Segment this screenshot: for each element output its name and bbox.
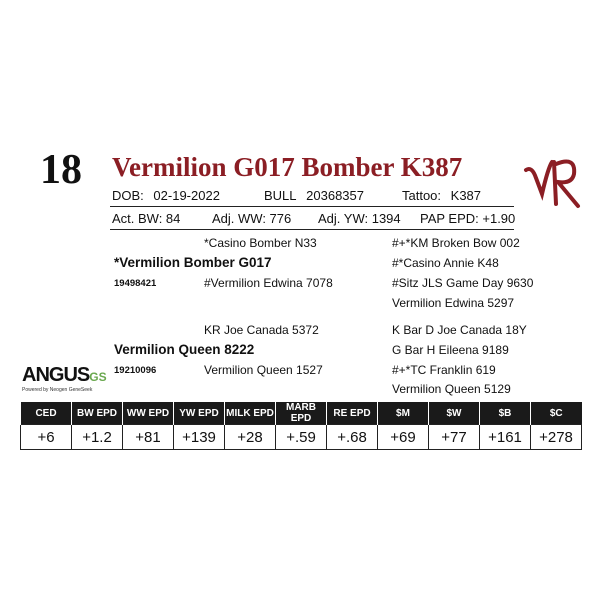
tattoo-value: K387 <box>450 188 482 203</box>
brand-mark <box>522 148 584 215</box>
sire-sire-sire: #+*KM Broken Bow 002 <box>392 236 520 250</box>
sire-sire-dam: #*Casino Annie K48 <box>392 256 499 270</box>
reg-row <box>264 188 364 203</box>
dam-sire: KR Joe Canada 5372 <box>204 323 319 337</box>
angus-gs-logo <box>22 364 107 393</box>
dam-dam-sire: #+*TC Franklin 619 <box>392 363 496 377</box>
registration-number: 20368357 <box>306 188 364 203</box>
epd-header-cell: $C <box>531 402 582 425</box>
epd-value-cell: +.68 <box>327 425 378 450</box>
dam: Vermilion Queen 8222 <box>114 342 255 357</box>
epd-value-row <box>21 425 582 450</box>
epd-header-cell: YW EPD <box>174 402 225 425</box>
sire-registration: 19498421 <box>114 278 157 289</box>
epd-header-cell: RE EPD <box>327 402 378 425</box>
dam-dam-dam: Vermilion Queen 5129 <box>392 382 511 396</box>
epd-value-cell: +1.2 <box>72 425 123 450</box>
epd-header-cell: $W <box>429 402 480 425</box>
sire-dam-dam: Vermilion Edwina 5297 <box>392 296 515 310</box>
sire-dam-sire: #Sitz JLS Game Day 9630 <box>392 276 534 290</box>
logo-main-text: ANGUS <box>22 364 90 386</box>
epd-header-row <box>21 402 582 425</box>
brand-mark-icon <box>522 148 584 210</box>
epd-value-cell: +77 <box>429 425 480 450</box>
sire: *Vermilion Bomber G017 <box>114 255 272 270</box>
epd-header-cell: $B <box>480 402 531 425</box>
epd-value-cell: +69 <box>378 425 429 450</box>
epd-header-cell: $M <box>378 402 429 425</box>
logo-tagline: Powered by Neogen GeneSeek <box>22 387 93 393</box>
tattoo-row <box>402 188 481 203</box>
epd-value-cell: +161 <box>480 425 531 450</box>
epd-table <box>20 402 582 450</box>
epd-header-cell: MILK EPD <box>225 402 276 425</box>
dob-value: 02-19-2022 <box>153 188 220 203</box>
dam-sire-dam: G Bar H Eileena 9189 <box>392 343 509 357</box>
sex-label: BULL <box>264 188 297 203</box>
divider-1 <box>110 206 514 207</box>
sire-dam: #Vermilion Edwina 7078 <box>204 276 333 290</box>
tattoo-label: Tattoo: <box>402 188 442 203</box>
dam-sire-sire: K Bar D Joe Canada 18Y <box>392 323 527 337</box>
epd-value-cell: +278 <box>531 425 582 450</box>
logo-suffix: GS <box>89 370 107 384</box>
epd-value-cell: +139 <box>174 425 225 450</box>
dam-dam: Vermilion Queen 1527 <box>204 363 323 377</box>
epd-header-cell: CED <box>21 402 72 425</box>
dam-registration: 19210096 <box>114 365 157 376</box>
yearling-weight: Adj. YW: 1394 <box>318 211 401 226</box>
pap-epd: PAP EPD: +1.90 <box>420 211 516 226</box>
epd-header-cell: MARB EPD <box>276 402 327 425</box>
dob-row <box>112 188 220 203</box>
sire-sire: *Casino Bomber N33 <box>204 236 317 250</box>
epd-value-cell: +6 <box>21 425 72 450</box>
lot-number: 18 <box>40 147 82 193</box>
weaning-weight: Adj. WW: 776 <box>212 211 292 226</box>
birth-weight: Act. BW: 84 <box>112 211 181 226</box>
epd-value-cell: +28 <box>225 425 276 450</box>
dob-label: DOB: <box>112 188 144 203</box>
epd-header-cell: WW EPD <box>123 402 174 425</box>
epd-value-cell: +81 <box>123 425 174 450</box>
divider-2 <box>110 229 514 230</box>
epd-header-cell: BW EPD <box>72 402 123 425</box>
animal-name: Vermilion G017 Bomber K387 <box>112 152 463 182</box>
epd-value-cell: +.59 <box>276 425 327 450</box>
